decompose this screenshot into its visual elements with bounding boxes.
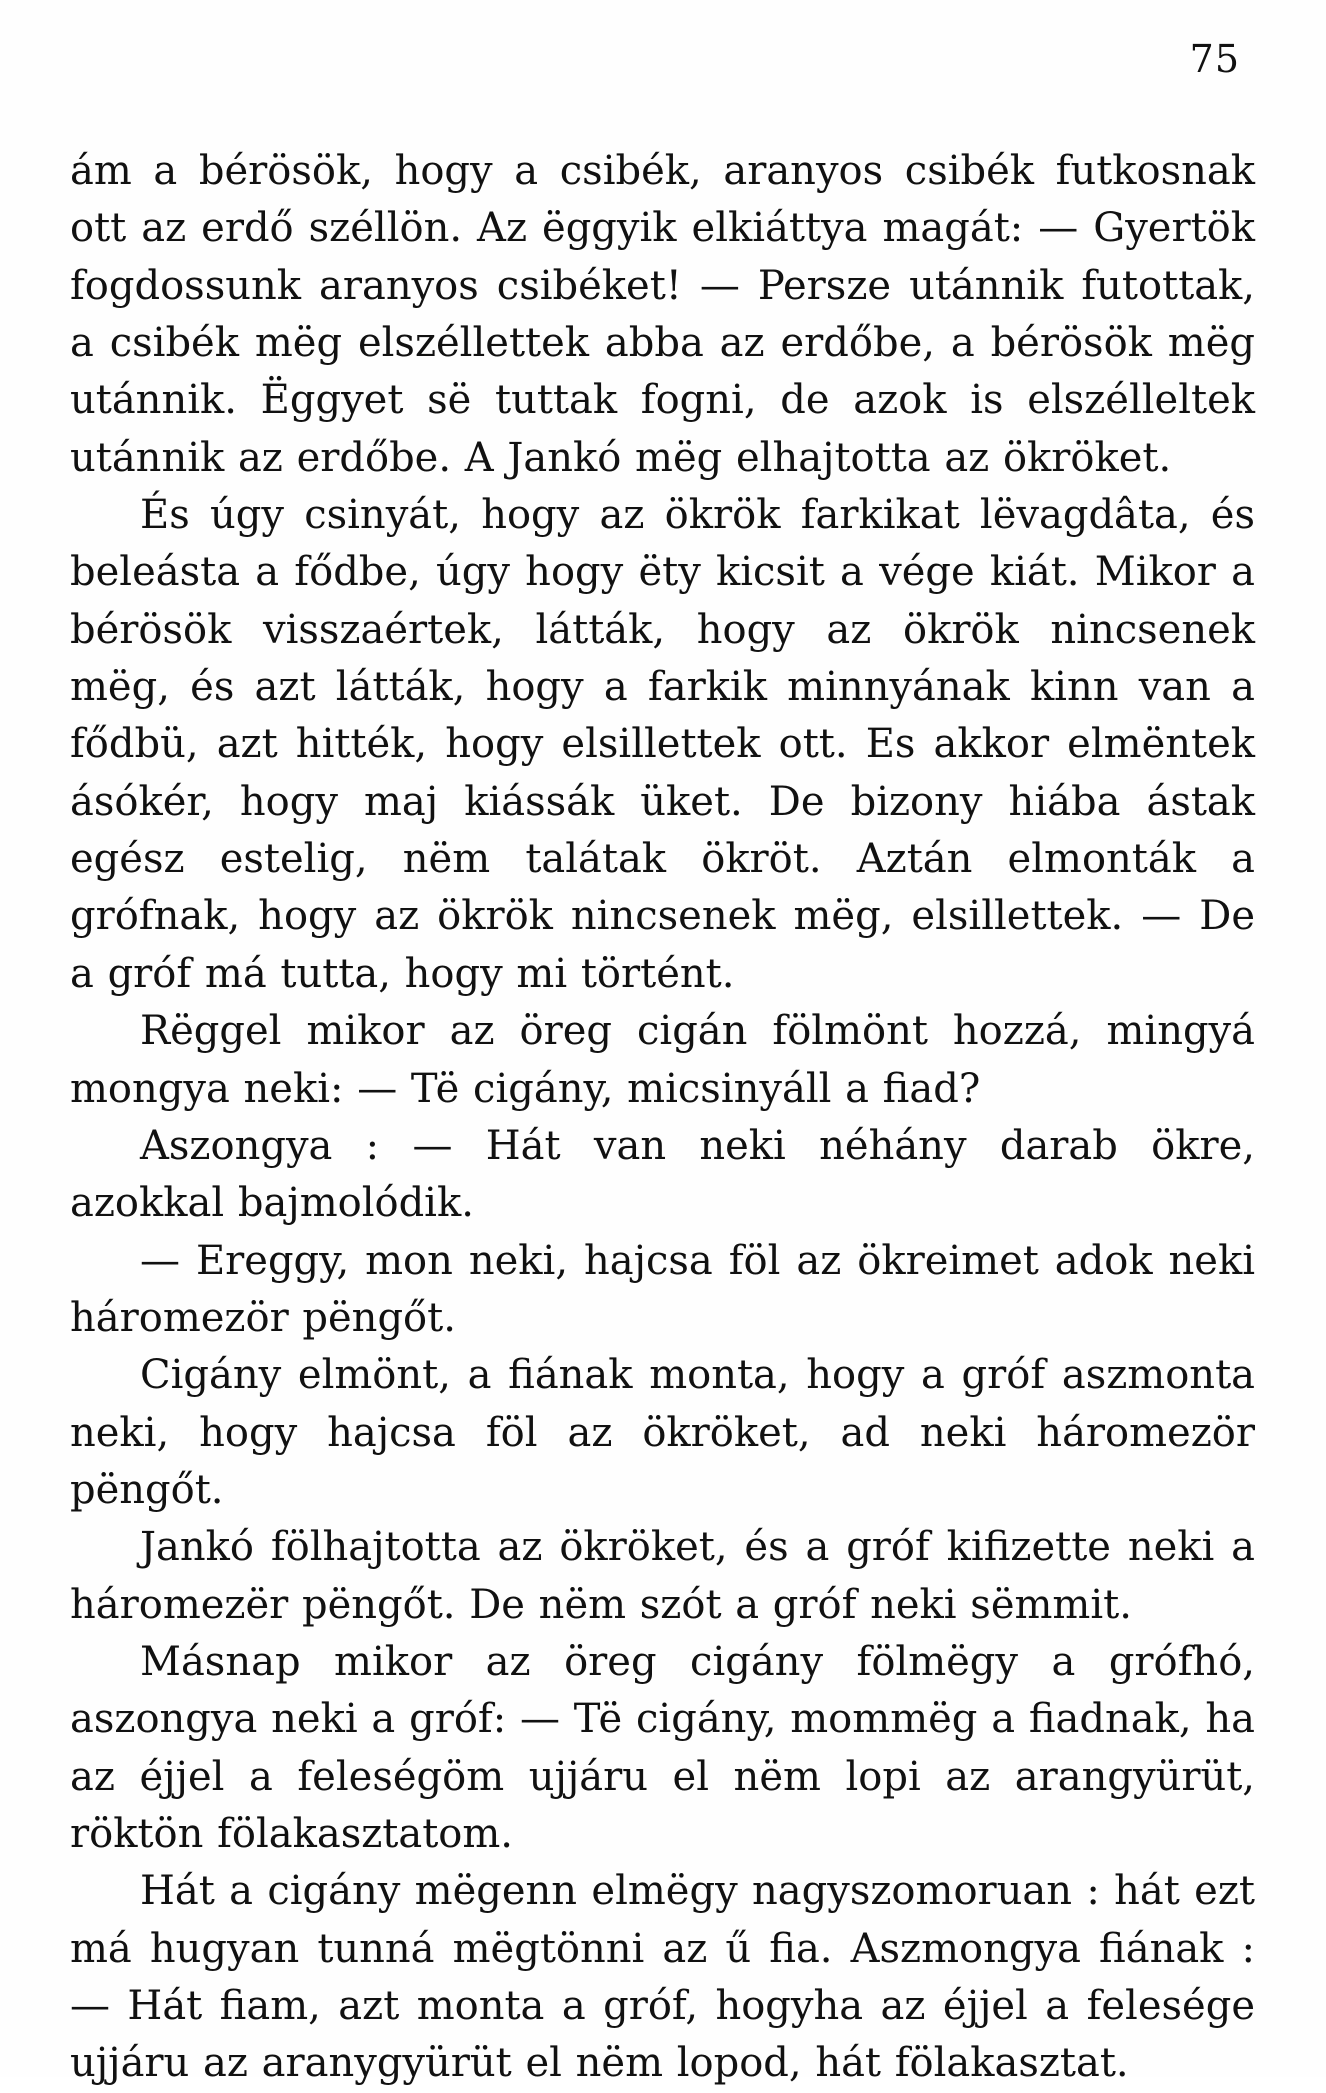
- paragraph: És úgy csinyát, hogy az ökrök farkikat lëvagdâta, és beleásta a fődbe, úgy hogy ëty kicsit a vége kiát. Mikor a bérösök visszaértek, látták, hogy az ökrök nincsenek mëg, és azt látták, hogy a farkik minnyának kinn van a fődbü, azt hitték, hogy elsillettek ott. Es akkor elmëntek ásókér, hogy maj kiássák üket. De bizony hiába ástak egész estelig, nëm talátak ökröt. Aztán elmonták a grófnak, hogy az ökrök nincsenek mëg, elsillettek. — De a gróf má tutta, hogy mi történt.: [70, 492, 1255, 997]
- page-number: 75: [1189, 37, 1240, 81]
- paragraph: Másnap mikor az öreg cigány fölmëgy a grófhó, aszongya neki a gróf: — Të cigány, mommëg a fiadnak, ha az éjjel a feleségöm ujjáru el nëm lopi az arangyürüt, röktön fölakasztatom.: [70, 1638, 1255, 1857]
- paragraph: Jankó fölhajtotta az ökröket, és a gróf kifizette neki a háromezër pëngőt. De nëm szót a gróf neki sëmmit.: [70, 1524, 1255, 1628]
- paragraph: ám a bérösök, hogy a csibék, aranyos csibék futkosnak ott az erdő széllön. Az ëggyik elkiáttya magát: — Gyertök fogdossunk aranyos csibéket! — Persze utánnik futottak, a csibék mëg elszéllettek abba az erdőbe, a bérösök mëg utánnik. Ëggyet së tuttak fogni, de azok is elszélleltek utánnik az erdőbe. A Jankó mëg elhajtotta az ökröket.: [70, 148, 1255, 481]
- body-text: [70, 143, 1255, 2093]
- paragraph: Hát a cigány mëgenn elmëgy nagyszomoruan : hát ezt má hugyan tunná mëgtönni az ű fia. Aszmongya fiának : — Hát fiam, azt monta a gróf, hogyha az éjjel a felesége ujjáru az aranygyürüt el nëm lopod, hát fölakasztat.: [70, 1868, 1255, 2087]
- paragraph: Rëggel mikor az öreg cigán fölmönt hozzá, mingyá mongya neki: — Të cigány, micsinyáll a fiad?: [70, 1008, 1255, 1112]
- paragraph: — Ereggy, mon neki, hajcsa föl az ökreimet adok neki háromezör pëngőt.: [70, 1237, 1255, 1341]
- paragraph: Aszongya : — Hát van neki néhány darab ökre, azokkal bajmolódik.: [70, 1122, 1255, 1227]
- paragraph: Cigány elmönt, a fiának monta, hogy a gróf aszmonta neki, hogy hajcsa föl az ökröket, ad neki háromezör pëngőt.: [70, 1352, 1255, 1513]
